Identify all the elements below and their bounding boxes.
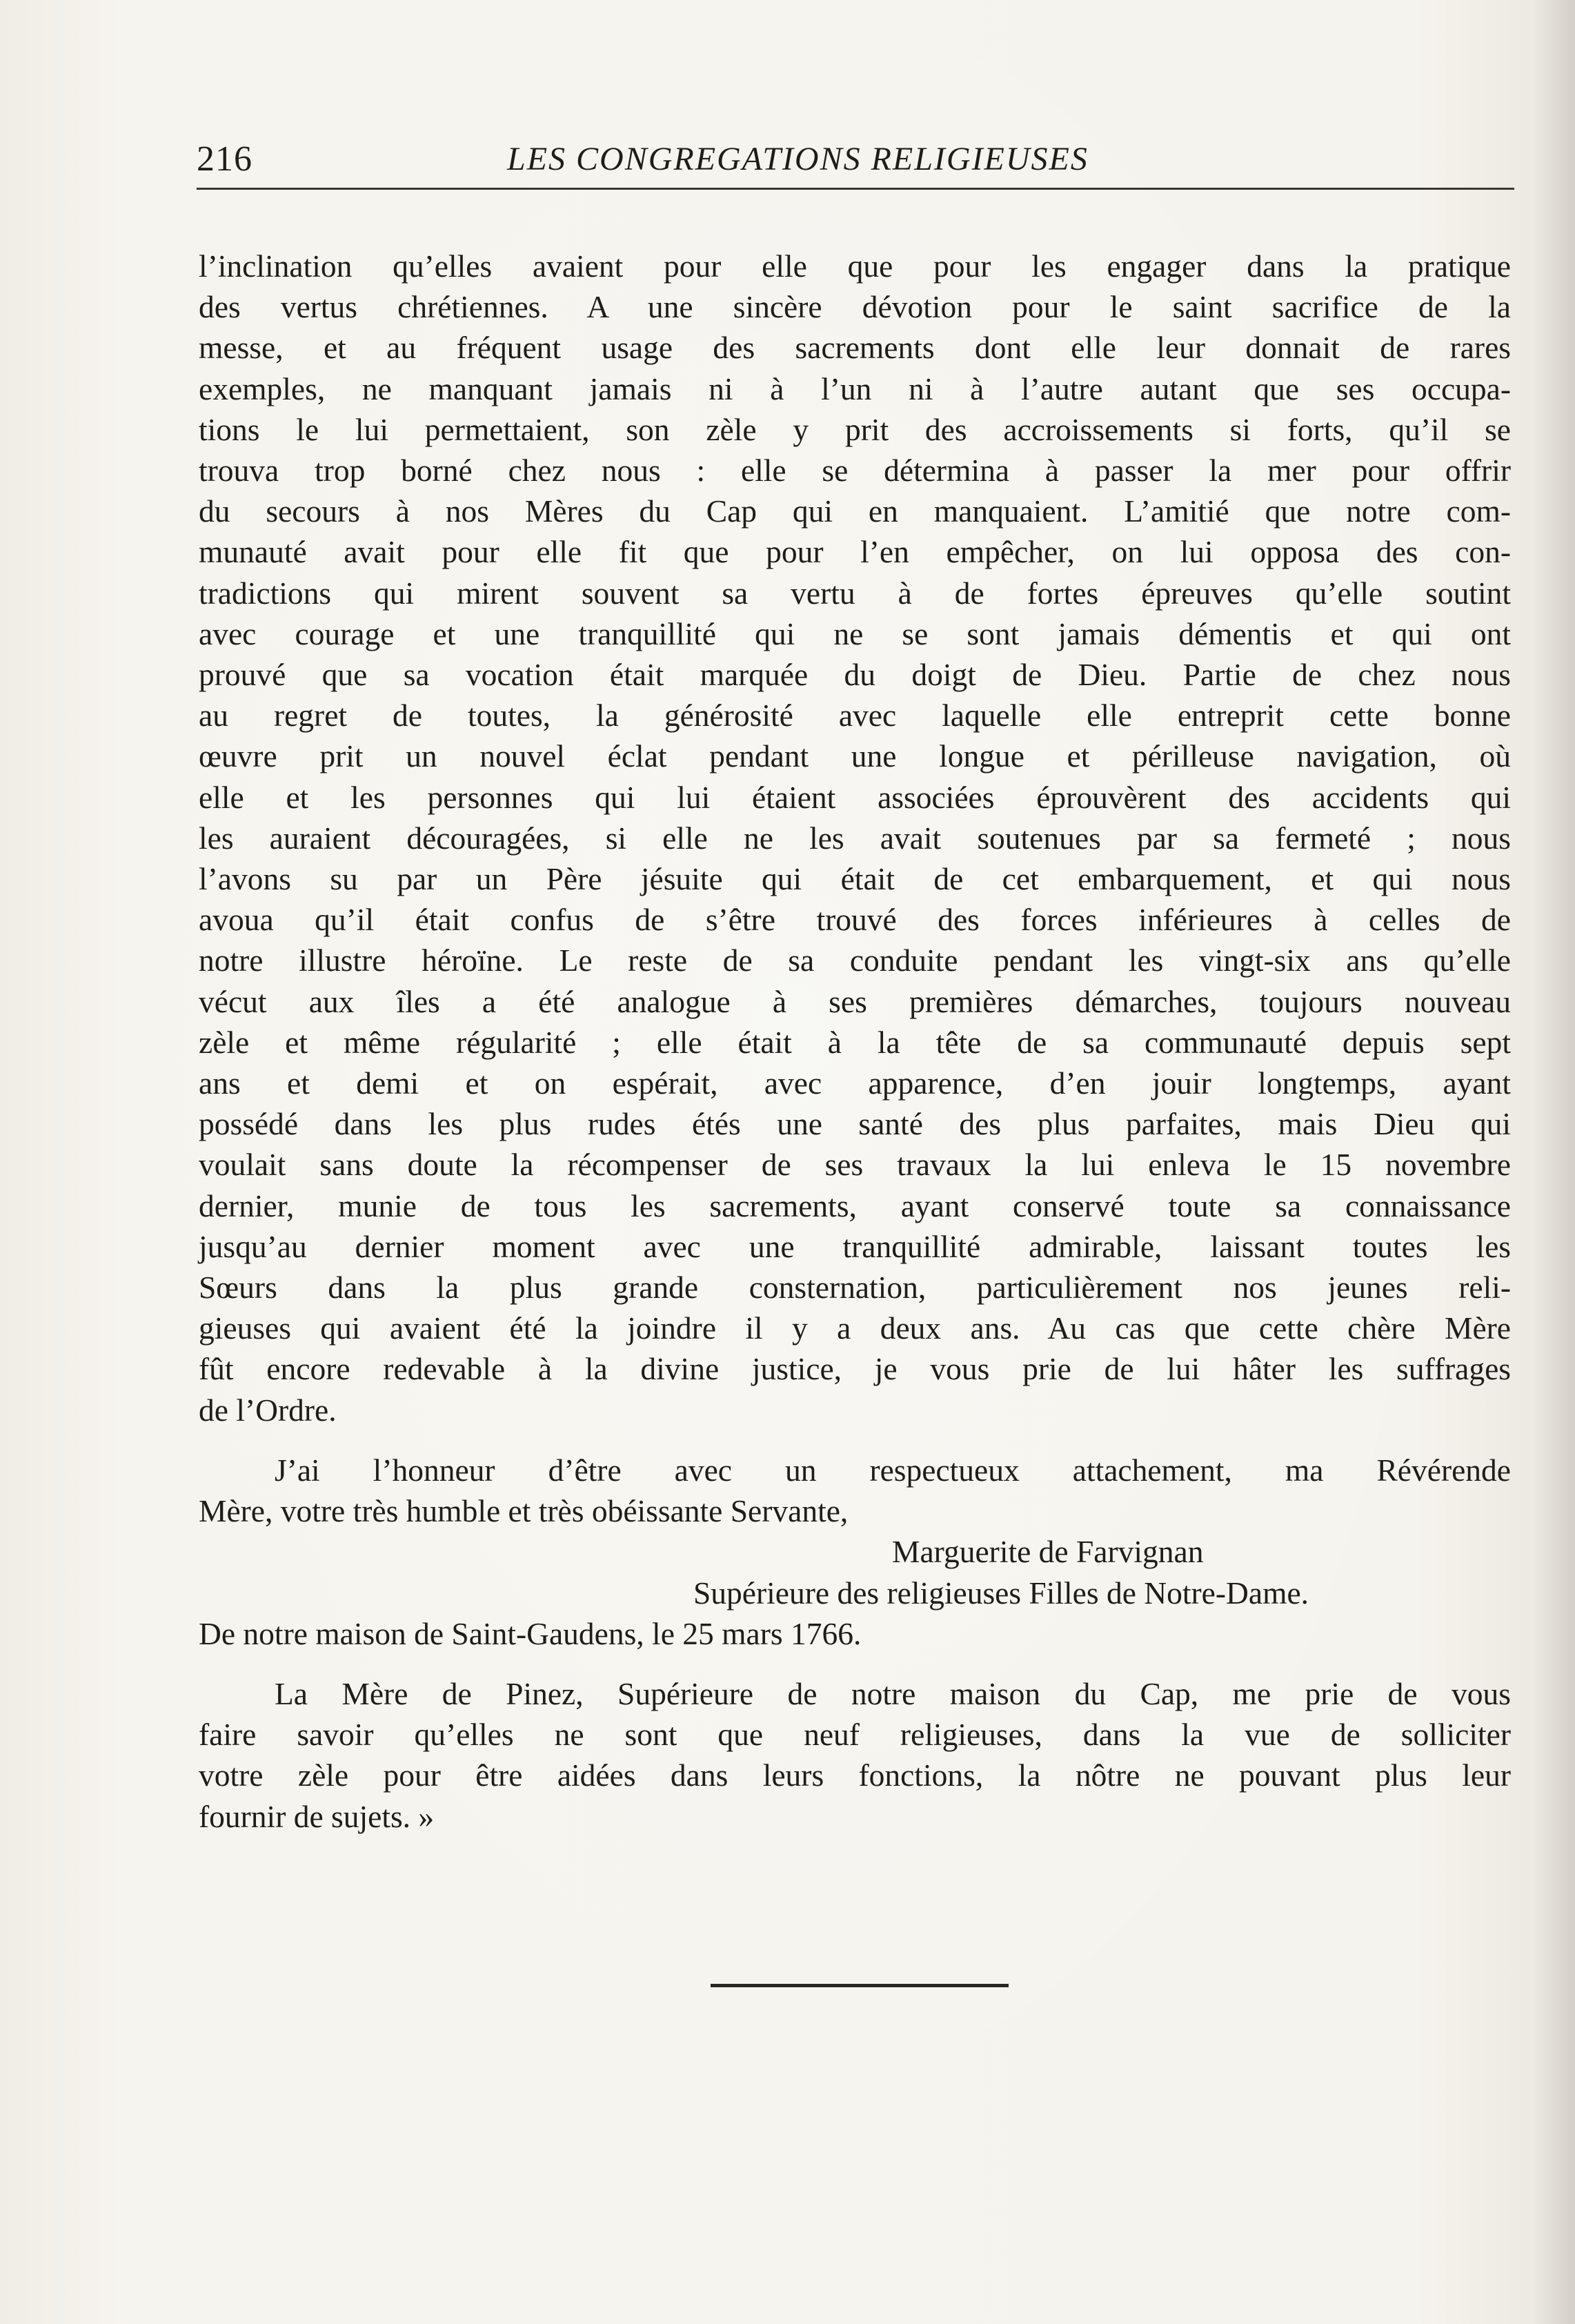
- text-line: les auraient découragées, si elle ne les avait soutenues par sa fermeté ; nous: [199, 820, 1511, 856]
- text-line: voulait sans doute la récompenser de ses travaux la lui enleva le 15 novembre: [199, 1147, 1511, 1183]
- running-header: [197, 135, 1514, 190]
- paragraph-gap: [199, 1430, 1511, 1450]
- text-line: Mère, votre très humble et très obéissante Servante,: [199, 1493, 849, 1529]
- text-line: Sœurs dans la plus grande consternation, particulièrement nos jeunes reli-: [199, 1270, 1511, 1306]
- text-line: tradictions qui mirent souvent sa vertu à de fortes épreuves qu’elle soutint: [199, 575, 1511, 611]
- text-line: des vertus chrétiennes. A une sincère dévotion pour le saint sacrifice de la: [199, 289, 1511, 325]
- text-line: La Mère de Pinez, Supérieure de notre maison du Cap, me prie de vous: [275, 1675, 1511, 1711]
- text-line: prouvé que sa vocation était marquée du doigt de Dieu. Partie de chez nous: [199, 657, 1511, 693]
- paragraph-3: [199, 1673, 1511, 1837]
- text-line: trouva trop borné chez nous : elle se détermina à passer la mer pour offrir: [199, 453, 1511, 489]
- text-line: J’ai l’honneur d’être avec un respectueux attachement, ma Révérende: [275, 1452, 1511, 1488]
- text-line: avec courage et une tranquillité qui ne se sont jamais démentis et qui ont: [199, 616, 1511, 651]
- text-line: exemples, ne manquant jamais ni à l’un ni à l’autre autant que ses occupa-: [199, 371, 1511, 406]
- text-line: votre zèle pour être aidées dans leurs fonctions, la nôtre ne pouvant plus leur: [199, 1757, 1511, 1793]
- closing-rule: [711, 1984, 1009, 1987]
- text-line: fût encore redevable à la divine justice, je vous prie de lui hâter les suffrages: [199, 1351, 1511, 1387]
- text-line: fournir de sujets. »: [199, 1798, 435, 1834]
- text-line: l’inclination qu’elles avaient pour elle que pour les engager dans la pratique: [199, 248, 1511, 284]
- text-line: jusqu’au dernier moment avec une tranquillité admirable, laissant toutes les: [199, 1228, 1511, 1264]
- text-line: de l’Ordre.: [199, 1392, 337, 1428]
- text-line: messe, et au fréquent usage des sacrements dont elle leur donnait de rares: [199, 330, 1511, 366]
- text-line: elle et les personnes qui lui étaient associées éprouvèrent des accidents qui: [199, 779, 1511, 815]
- text-line: dernier, munie de tous les sacrements, ayant conservé toute sa connaissance: [199, 1188, 1511, 1223]
- text-line: gieuses qui avaient été la joindre il y a deux ans. Au cas que cette chère Mère: [199, 1310, 1511, 1346]
- page-number: 216: [197, 139, 252, 179]
- body-text: [199, 246, 1511, 1837]
- running-title: LES CONGREGATIONS RELIGIEUSES: [507, 141, 1089, 177]
- signature-name: Marguerite de Farvignan: [892, 1534, 1204, 1570]
- header-rule: [197, 188, 1514, 190]
- text-line: au regret de toutes, la générosité avec laquelle elle entreprit cette bonne: [199, 698, 1511, 733]
- page-edge-shadow: [1534, 0, 1575, 2324]
- text-line: ans et demi et on espérait, avec apparence, d’en jouir longtemps, ayant: [199, 1065, 1511, 1101]
- text-line: l’avons su par un Père jésuite qui était de cet embarquement, et qui nous: [199, 861, 1511, 897]
- signature-title: Supérieure des religieuses Filles de Notre-Dame.: [693, 1575, 1309, 1611]
- text-line: vécut aux îles a été analogue à ses premières démarches, toujours nouveau: [199, 983, 1511, 1019]
- signature-block: [199, 1531, 1511, 1613]
- text-line: œuvre prit un nouvel éclat pendant une longue et périlleuse navigation, où: [199, 738, 1511, 774]
- text-line: du secours à nos Mères du Cap qui en manquaient. L’amitié que notre com-: [199, 493, 1511, 529]
- text-line: tions le lui permettaient, son zèle y prit des accroissements si forts, qu’il se: [199, 411, 1511, 447]
- text-line: faire savoir qu’elles ne sont que neuf religieuses, dans la vue de solliciter: [199, 1717, 1511, 1753]
- text-line: possédé dans les plus rudes étés une santé des plus parfaites, mais Dieu qui: [199, 1106, 1511, 1142]
- text-line: notre illustre héroïne. Le reste de sa conduite pendant les vingt-six ans qu’elle: [199, 943, 1511, 978]
- text-line: avoua qu’il était confus de s’être trouvé des forces inférieures à celles de: [199, 902, 1511, 938]
- text-line: munauté avait pour elle fit que pour l’en empêcher, on lui opposa des con-: [199, 534, 1511, 570]
- paragraph-gap: [199, 1654, 1511, 1673]
- dateline: De notre maison de Saint-Gaudens, le 25 mars 1766.: [199, 1615, 862, 1651]
- paragraph-2: [199, 1450, 1511, 1531]
- paragraph-1: [199, 246, 1511, 1430]
- text-line: zèle et même régularité ; elle était à la tête de sa communauté depuis sept: [199, 1024, 1511, 1060]
